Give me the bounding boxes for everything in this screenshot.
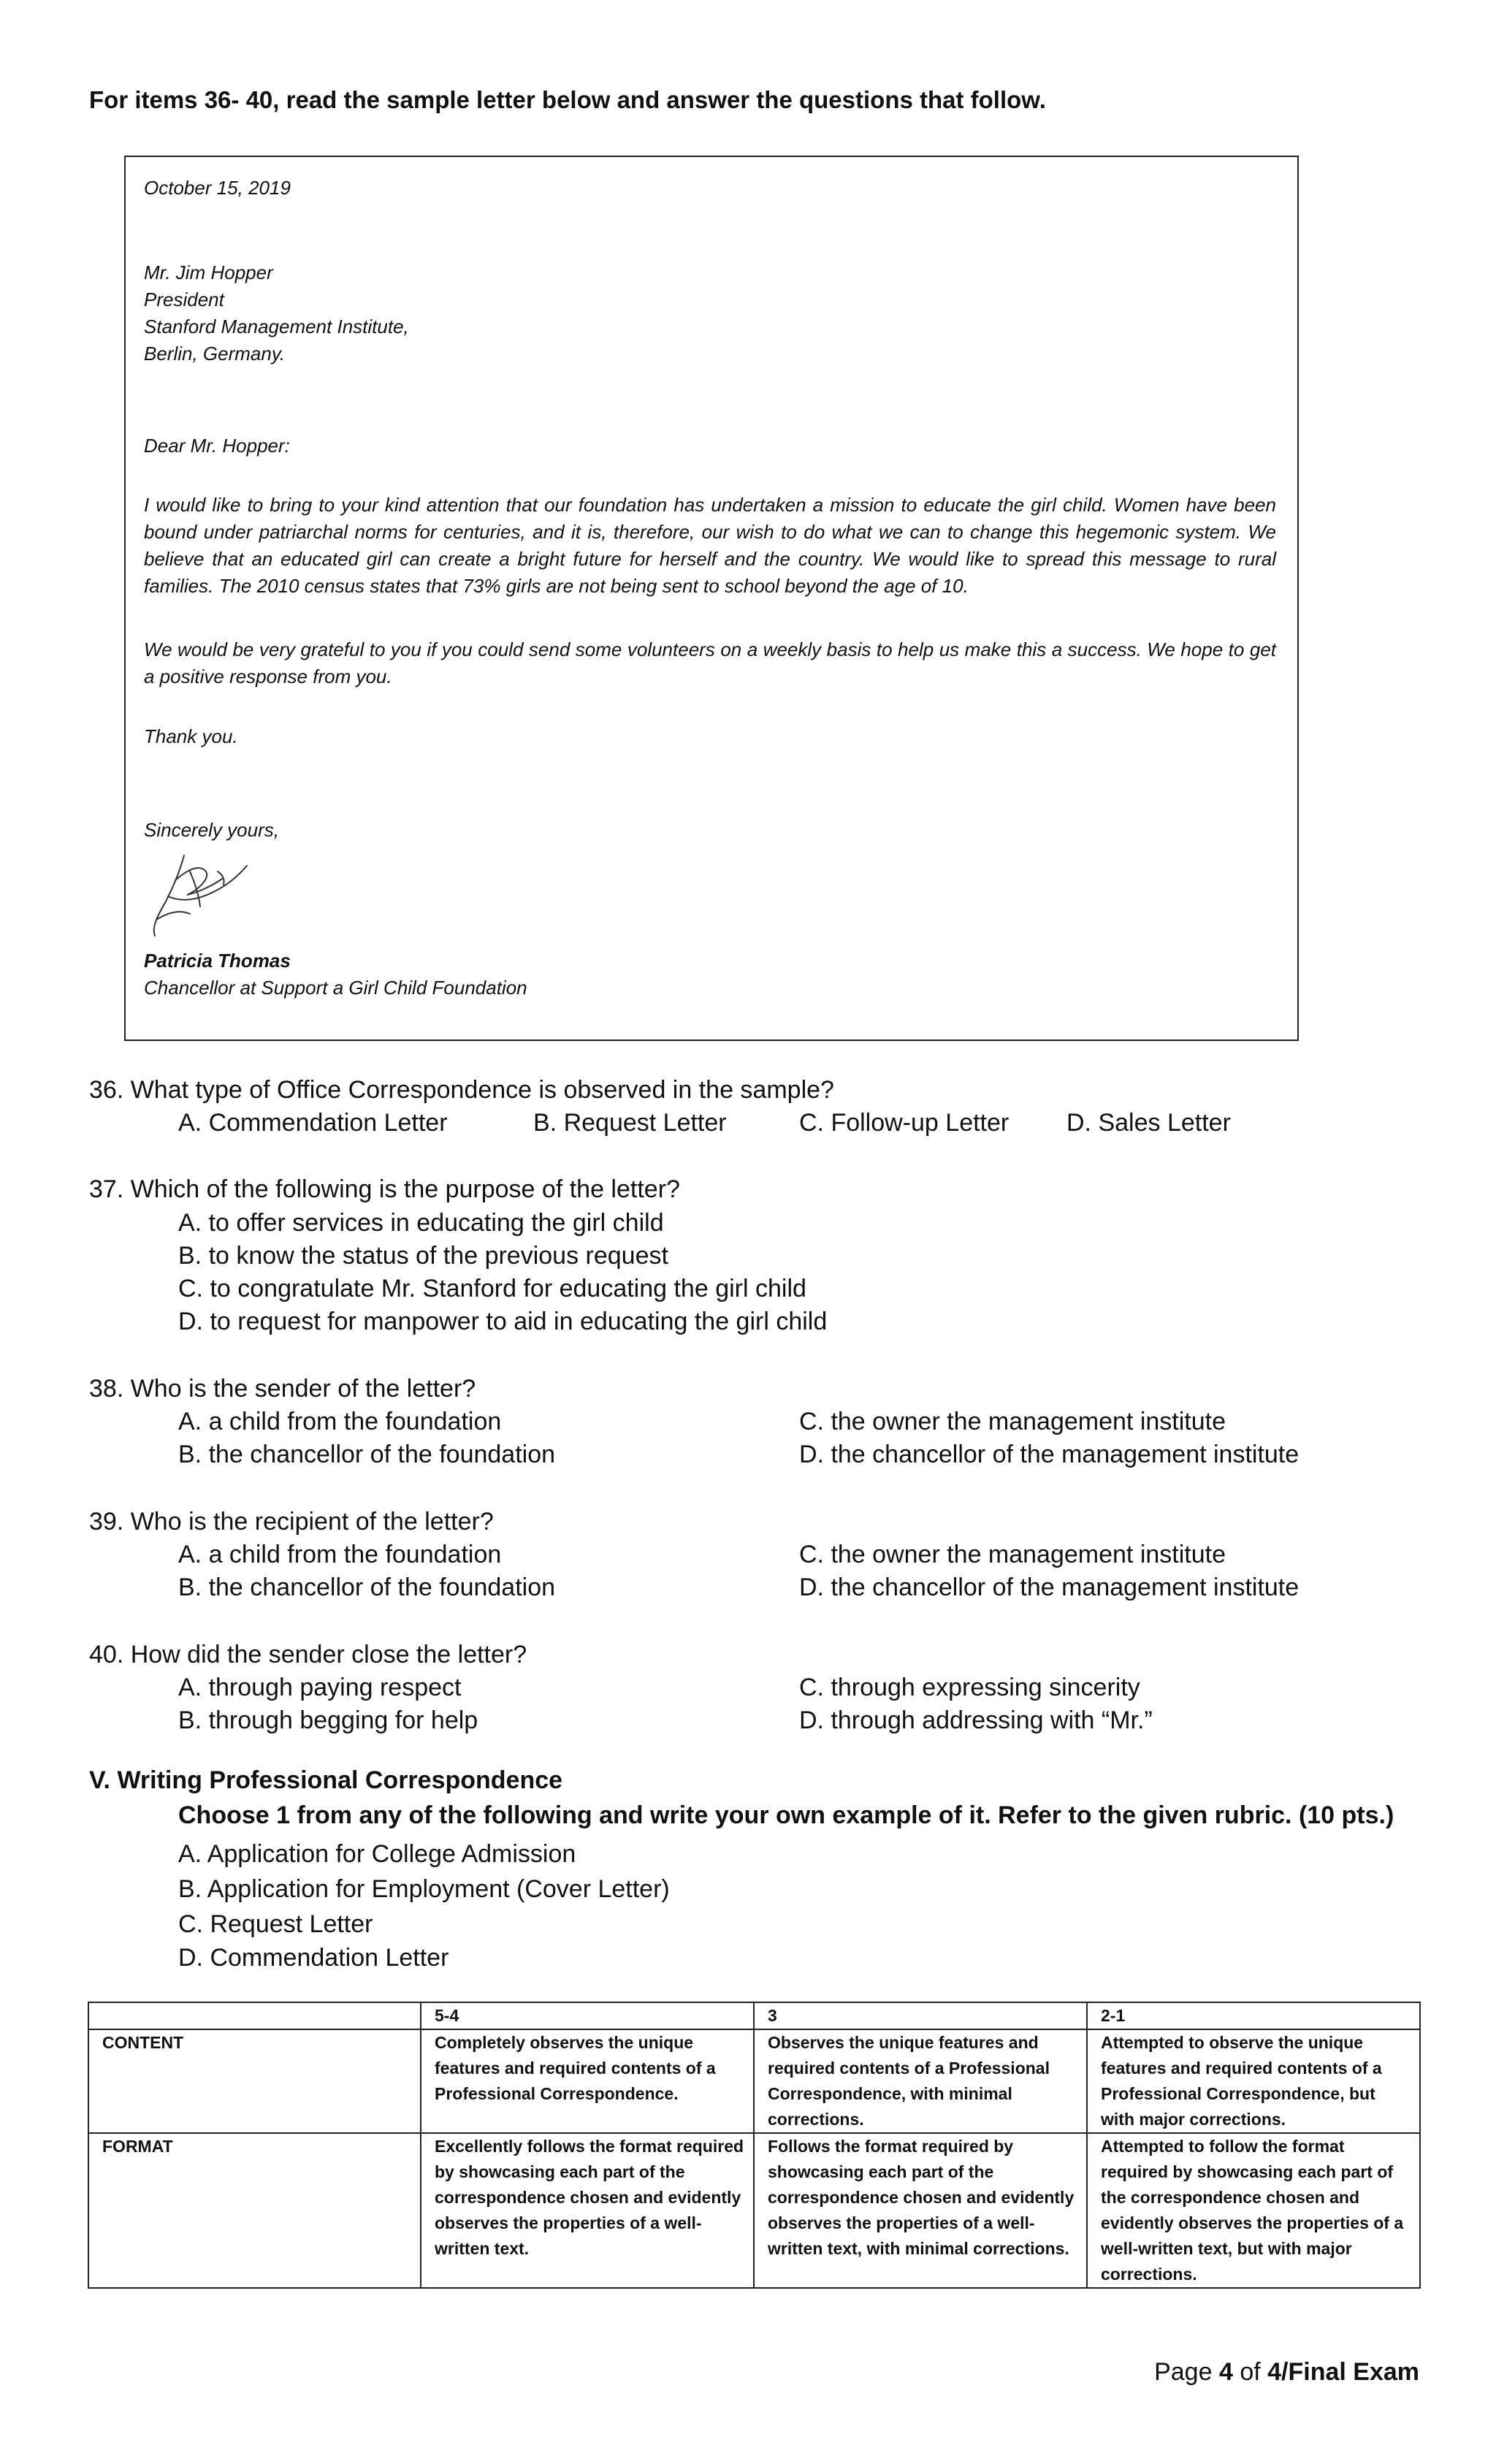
- letter-recipient-name: Mr. Jim Hopper: [144, 262, 273, 283]
- option-39-a: A. a child from the foundation: [178, 1541, 502, 1568]
- rubric-header-cell: [88, 2002, 421, 2029]
- rubric-header-cell: 5-4: [421, 2002, 754, 2029]
- option-38-c: C. the owner the management institute: [799, 1408, 1226, 1435]
- letter-paragraph-2: We would be very grateful to you if you could send some volunteers on a weekly basis to help us make this a success. We hope to get a positive response from you.: [144, 638, 1276, 687]
- question-text: Who is the recipient of the letter?: [130, 1508, 494, 1536]
- letter-closing: Sincerely yours,: [144, 819, 279, 841]
- rubric-row-format: [88, 2133, 1420, 2288]
- rubric-cell: Observes the unique features and required contents of a Professional Correspondence, with minimal corrections.: [754, 2029, 1087, 2133]
- option-37-b: B. to know the status of the previous request: [178, 1242, 668, 1270]
- question-text: Who is the sender of the letter?: [130, 1375, 476, 1403]
- section-v-option-c: C. Request Letter: [178, 1910, 373, 1938]
- option-37-a: A. to offer services in educating the girl child: [178, 1209, 664, 1237]
- option-40-d: D. through addressing with “Mr.”: [799, 1706, 1153, 1734]
- section-v-title: V. Writing Professional Correspondence: [89, 1766, 563, 1794]
- question-number: 39.: [89, 1508, 124, 1536]
- question-number: 38.: [89, 1375, 124, 1403]
- question-36: [89, 1074, 834, 1107]
- footer-page-label: Page: [1154, 2358, 1213, 2386]
- option-39-c: C. the owner the management institute: [799, 1541, 1226, 1568]
- rubric-header-cell: 3: [754, 2002, 1087, 2029]
- option-36-d: D. Sales Letter: [1066, 1109, 1231, 1137]
- option-36-b: B. Request Letter: [533, 1109, 727, 1137]
- option-38-d: D. the chancellor of the management institute: [799, 1441, 1300, 1468]
- rubric-cell: Follows the format required by showcasing each part of the correspondence chosen and evidently observes the properties of a well-written text, with minimal corrections.: [754, 2133, 1087, 2288]
- question-text: How did the sender close the letter?: [130, 1641, 527, 1668]
- question-text: Which of the following is the purpose of the letter?: [130, 1175, 680, 1203]
- question-number: 40.: [89, 1641, 124, 1668]
- letter-recipient-city: Berlin, Germany.: [144, 343, 286, 365]
- question-38: [89, 1373, 476, 1405]
- section-v-option-d: D. Commendation Letter: [178, 1944, 449, 1972]
- option-36-c: C. Follow-up Letter: [799, 1109, 1010, 1137]
- option-37-d: D. to request for manpower to aid in educating the girl child: [178, 1308, 828, 1335]
- option-40-c: C. through expressing sincerity: [799, 1674, 1140, 1701]
- option-36-a: A. Commendation Letter: [178, 1109, 448, 1137]
- letter-salutation: Dear Mr. Hopper:: [144, 435, 290, 457]
- rubric-cell: Attempted to observe the unique features and required contents of a Professional Correspondence, but with major corrections.: [1087, 2029, 1420, 2133]
- question-text: What type of Office Correspondence is observed in the sample?: [130, 1076, 834, 1104]
- footer-of-label: of: [1240, 2358, 1261, 2386]
- rubric-table: [88, 2002, 1421, 2289]
- option-39-b: B. the chancellor of the foundation: [178, 1574, 556, 1601]
- rubric-criterion: CONTENT: [88, 2029, 421, 2133]
- footer-page-number: 4: [1218, 2358, 1233, 2386]
- footer-total: 4/Final Exam: [1267, 2358, 1419, 2386]
- question-number: 37.: [89, 1175, 124, 1203]
- letter-sender-name: Patricia Thomas: [144, 950, 291, 972]
- letter-date: October 15, 2019: [144, 177, 291, 199]
- letter-recipient-title: President: [144, 289, 224, 310]
- question-number: 36.: [89, 1076, 124, 1104]
- question-40: [89, 1639, 527, 1671]
- section-v-option-b: B. Application for Employment (Cover Letter): [178, 1875, 670, 1903]
- option-40-b: B. through begging for help: [178, 1706, 478, 1734]
- sample-letter: [124, 156, 1299, 1041]
- rubric-header-cell: 2-1: [1087, 2002, 1420, 2029]
- question-39: [89, 1506, 494, 1538]
- instructions: For items 36- 40, read the sample letter below and answer the questions that follow.: [89, 86, 1046, 113]
- letter-thanks: Thank you.: [144, 725, 238, 747]
- option-40-a: A. through paying respect: [178, 1674, 462, 1701]
- signature-image: [146, 850, 256, 941]
- page-footer: [1154, 2358, 1419, 2387]
- section-v-instruction: Choose 1 from any of the following and write your own example of it. Refer to the given rubric. (10 pts.): [178, 1801, 1394, 1829]
- letter-sender-title: Chancellor at Support a Girl Child Foundation: [144, 977, 527, 999]
- rubric-header-row: [88, 2002, 1420, 2029]
- option-37-c: C. to congratulate Mr. Stanford for educating the girl child: [178, 1275, 806, 1302]
- rubric-criterion: FORMAT: [88, 2133, 421, 2288]
- letter-paragraph-1: I would like to bring to your kind attention that our foundation has undertaken a mission to educate the girl child. Women have been bound under patriarchal norms for centuries, and it is, therefore, our wish to do what we can to change this hegemonic system. We believe that an educated girl can create a bright future for herself and the country. We would like to spread this message to rural families. The 2010 census states that 73% girls are not being sent to school beyond the age of 10.: [144, 494, 1276, 597]
- rubric-cell: Attempted to follow the format required by showcasing each part of the correspondence chosen and evidently observes the properties of a well-written text, but with major corrections.: [1087, 2133, 1420, 2288]
- rubric-cell: Completely observes the unique features and required contents of a Professional Correspondence.: [421, 2029, 754, 2133]
- section-v-option-a: A. Application for College Admission: [178, 1840, 576, 1868]
- rubric-row-content: [88, 2029, 1420, 2133]
- option-38-b: B. the chancellor of the foundation: [178, 1441, 556, 1468]
- option-38-a: A. a child from the foundation: [178, 1408, 502, 1435]
- letter-recipient-org: Stanford Management Institute,: [144, 316, 409, 337]
- question-37: [89, 1173, 680, 1206]
- rubric-cell: Excellently follows the format required by showcasing each part of the correspondence chosen and evidently observes the properties of a well-written text.: [421, 2133, 754, 2288]
- option-39-d: D. the chancellor of the management institute: [799, 1574, 1300, 1601]
